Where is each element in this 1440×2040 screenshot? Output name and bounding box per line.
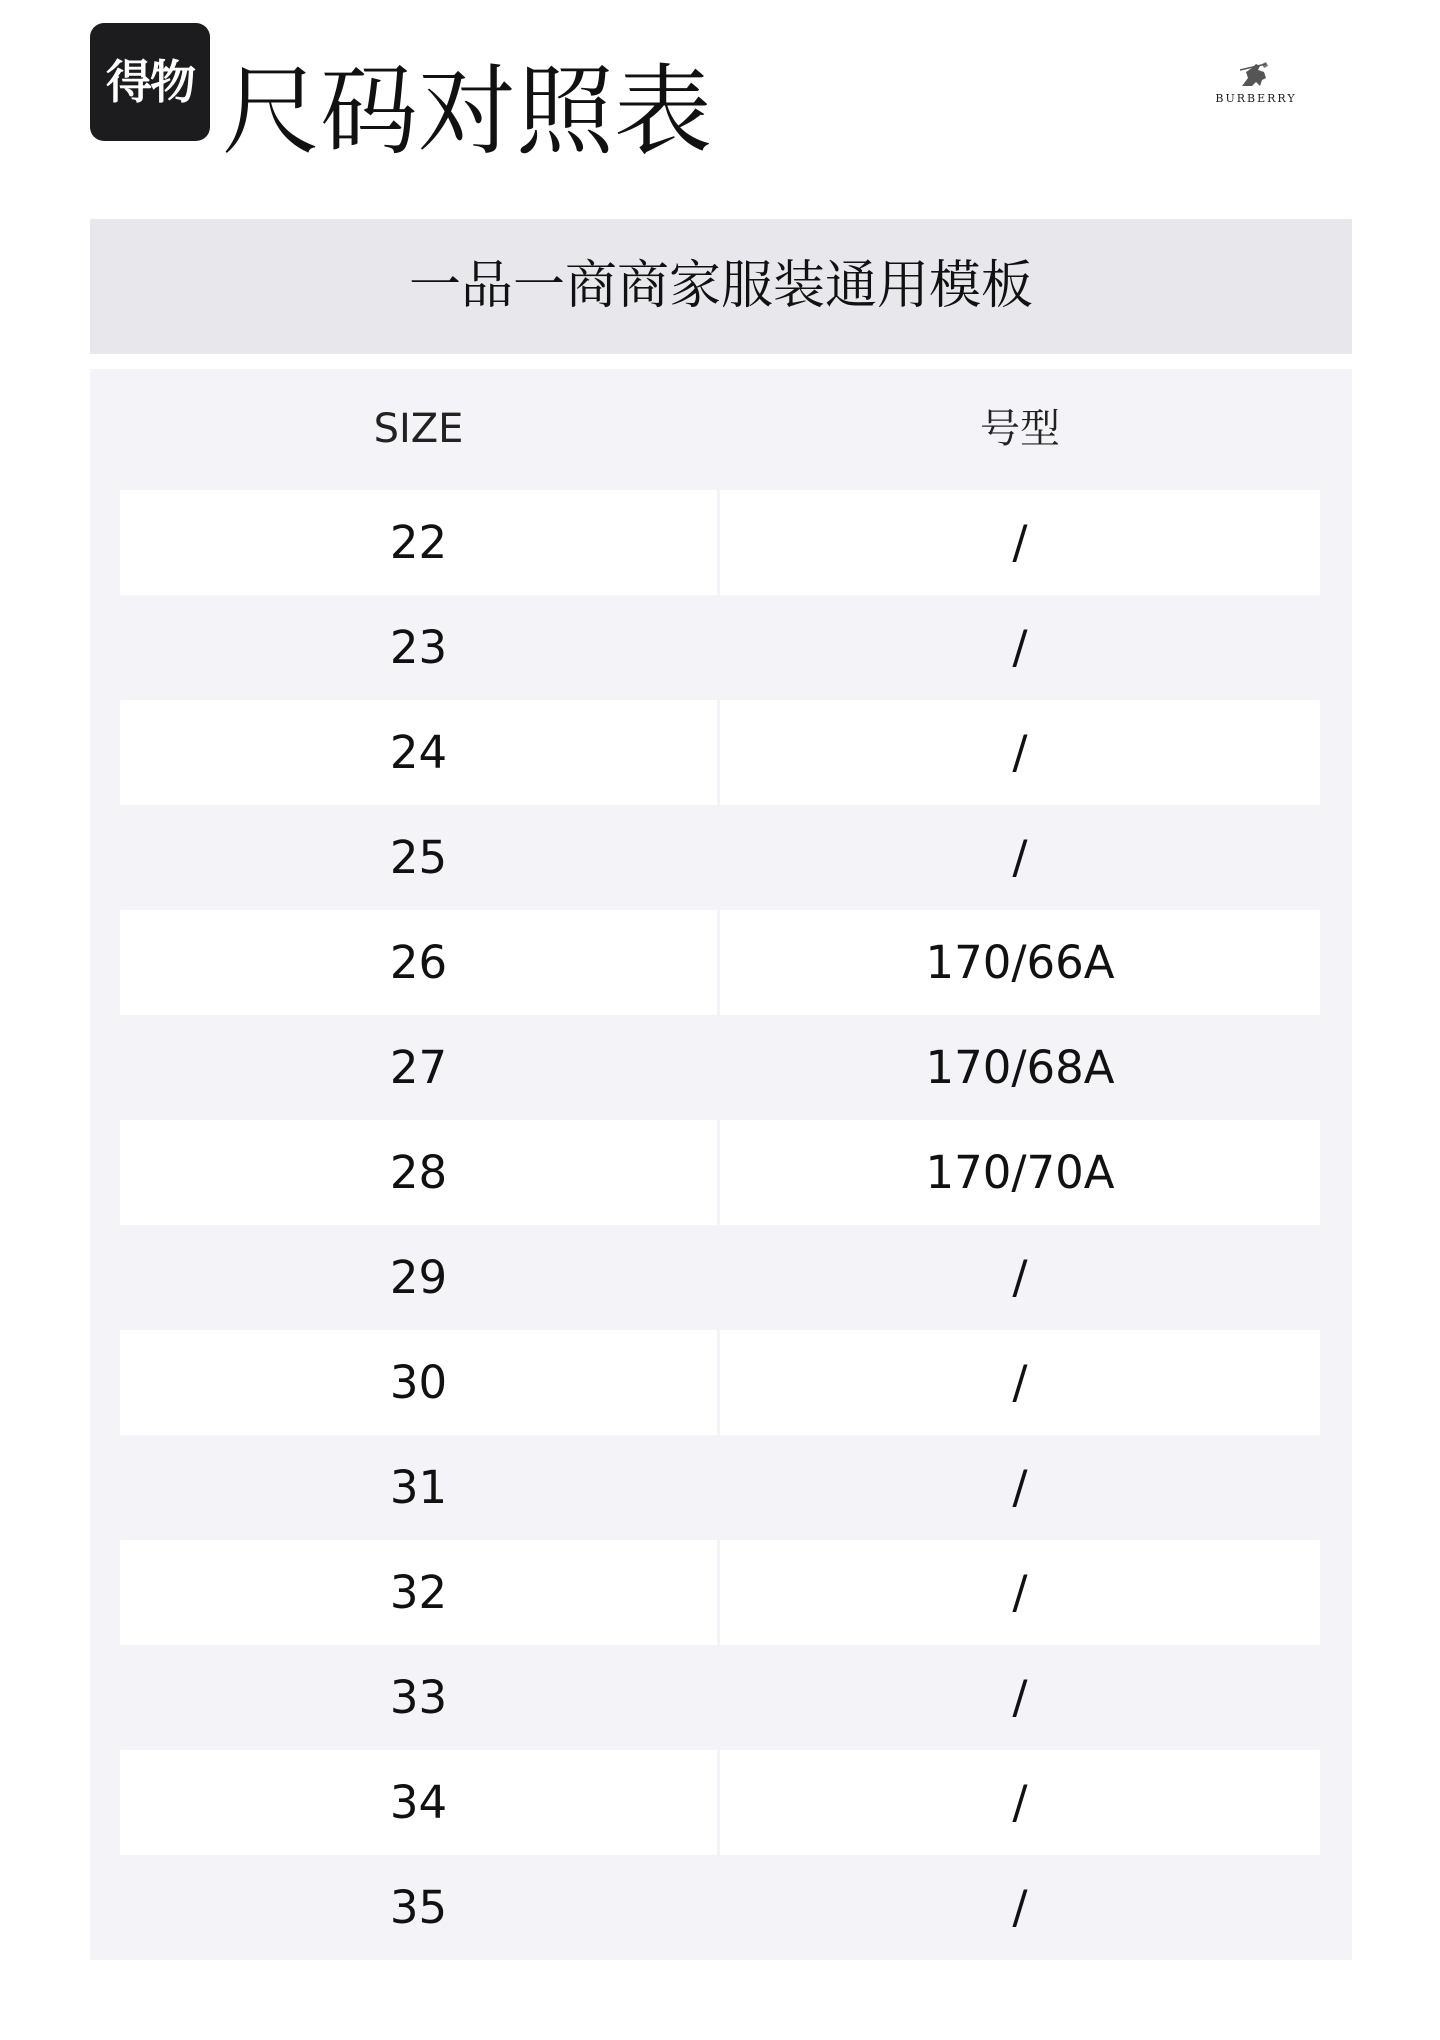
type-cell: / xyxy=(1012,831,1028,884)
size-cell: 35 xyxy=(389,1881,448,1934)
size-cell: 32 xyxy=(120,1540,717,1645)
size-cell: 29 xyxy=(389,1251,448,1304)
type-cell: / xyxy=(1012,1671,1028,1724)
brand-name: BURBERRY xyxy=(1215,92,1297,105)
table-row xyxy=(120,700,1320,805)
table-row xyxy=(120,1645,1320,1750)
type-cell: 170/68A xyxy=(925,1041,1115,1094)
header xyxy=(0,0,1440,200)
table-row xyxy=(120,1435,1320,1540)
size-table xyxy=(90,369,1352,1960)
table-row xyxy=(120,910,1320,1015)
template-subtitle: 一品一商商家服装通用模板 xyxy=(90,219,1352,354)
type-cell: 170/66A xyxy=(720,910,1320,1015)
table-row xyxy=(120,1750,1320,1855)
size-cell: 28 xyxy=(120,1120,717,1225)
type-cell: / xyxy=(720,1330,1320,1435)
type-cell: / xyxy=(720,490,1320,595)
type-cell: / xyxy=(720,1750,1320,1855)
type-cell: 170/70A xyxy=(720,1120,1320,1225)
table-row xyxy=(120,490,1320,595)
table-row xyxy=(120,805,1320,910)
table-row xyxy=(120,1330,1320,1435)
table-row xyxy=(120,1015,1320,1120)
table-row xyxy=(120,1225,1320,1330)
brand-logo xyxy=(1196,60,1316,110)
table-row xyxy=(120,595,1320,700)
size-cell: 23 xyxy=(389,621,448,674)
size-cell: 30 xyxy=(120,1330,717,1435)
size-cell: 33 xyxy=(389,1671,448,1724)
type-cell: / xyxy=(1012,1251,1028,1304)
table-row xyxy=(120,1120,1320,1225)
type-cell: / xyxy=(1012,1881,1028,1934)
type-cell: / xyxy=(1012,1461,1028,1514)
size-cell: 25 xyxy=(389,831,448,884)
type-cell: / xyxy=(720,1540,1320,1645)
size-cell: 34 xyxy=(120,1750,717,1855)
table-row xyxy=(120,1855,1320,1960)
type-cell: / xyxy=(1012,621,1028,674)
size-cell: 24 xyxy=(120,700,717,805)
size-cell: 31 xyxy=(389,1461,448,1514)
column-header-type: 号型 xyxy=(980,406,1060,452)
page-title: 尺码对照表 xyxy=(222,55,713,169)
size-cell: 27 xyxy=(389,1041,448,1094)
table-row xyxy=(120,1540,1320,1645)
column-header-size: SIZE xyxy=(373,406,464,452)
size-cell: 26 xyxy=(120,910,717,1015)
dewu-logo: 得物 xyxy=(90,23,210,141)
type-cell: / xyxy=(720,700,1320,805)
equestrian-knight-icon xyxy=(1236,60,1276,90)
size-cell: 22 xyxy=(120,490,717,595)
